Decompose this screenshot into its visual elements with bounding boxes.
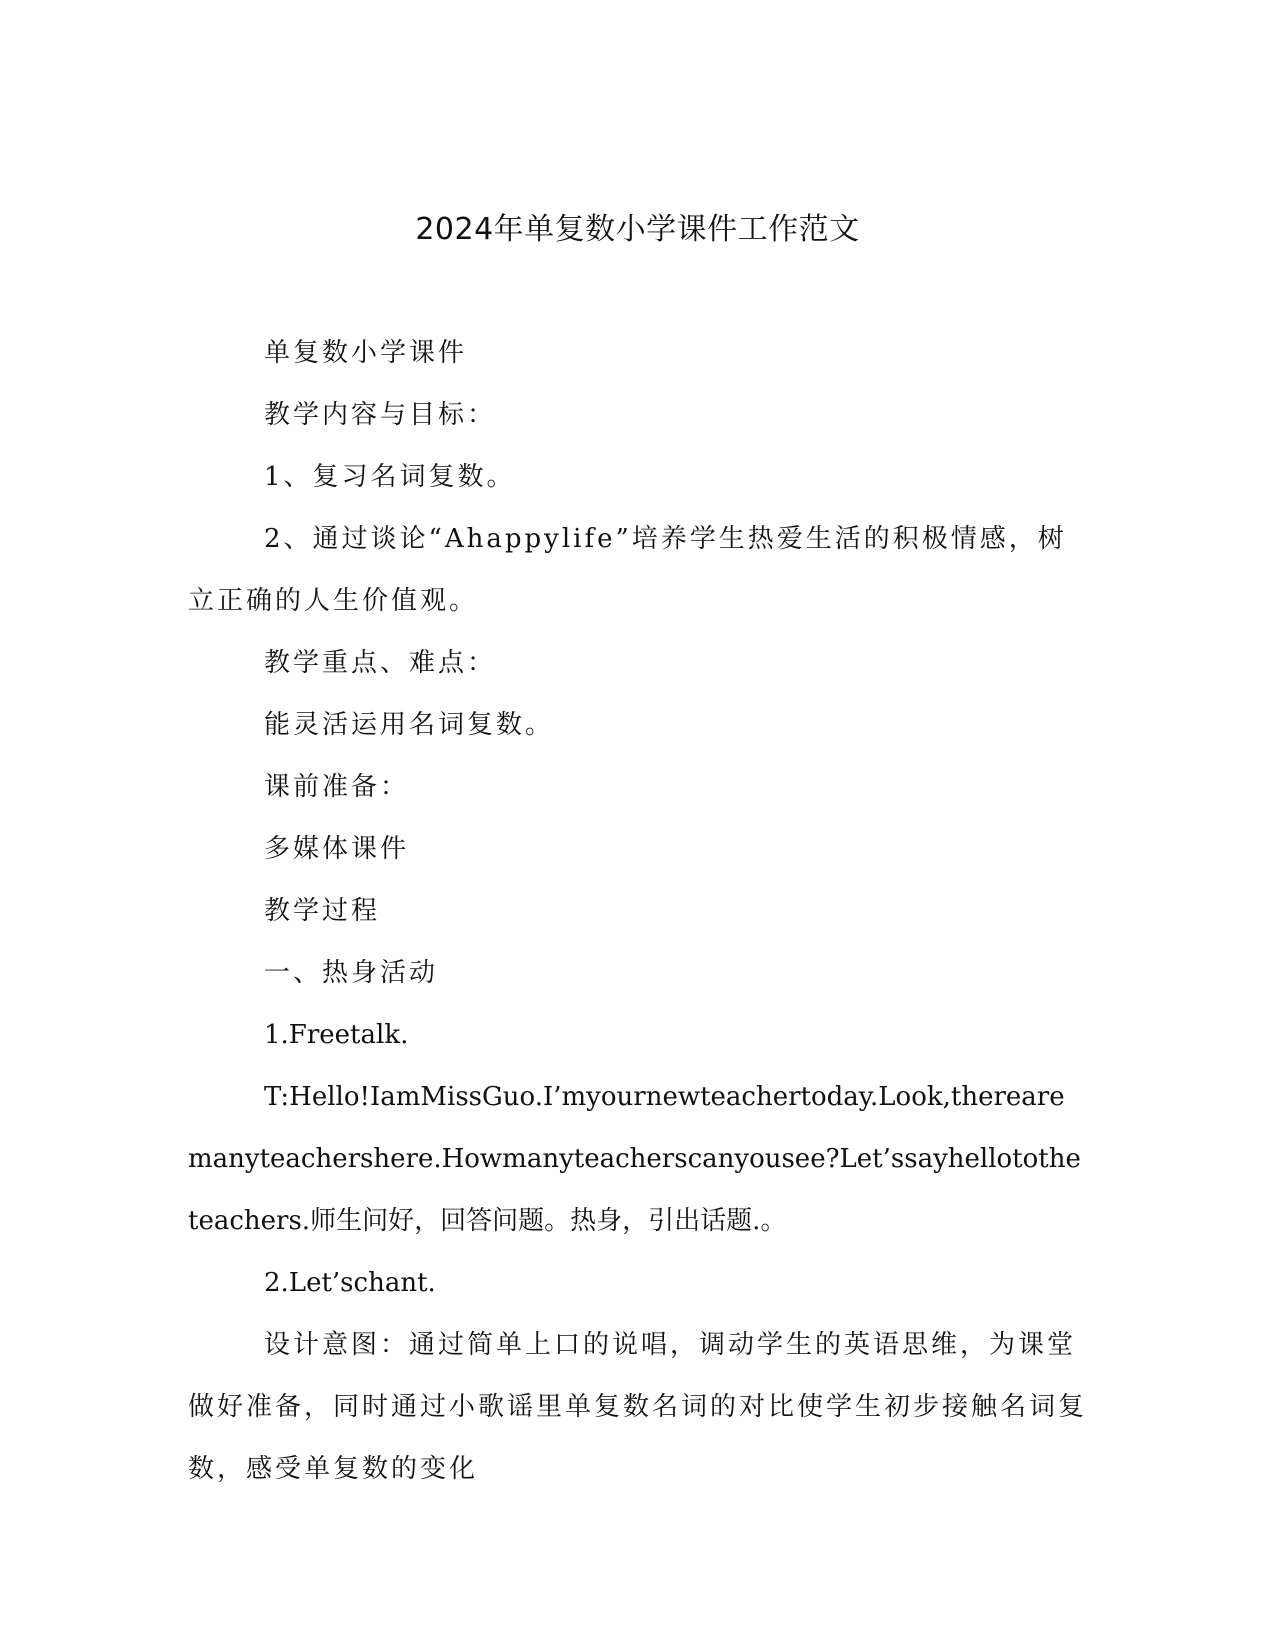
paragraph-preparation: 多媒体课件 (264, 834, 410, 864)
paragraph-key-points-heading: 教学重点、难点： (264, 648, 497, 678)
paragraph-key-point: 能灵活运用名词复数。 (264, 710, 555, 740)
document-title: 2024年单复数小学课件工作范文 (415, 212, 860, 247)
paragraph-goal-2: 2、通过谈论“Ahappylife”培养学生热爱生活的积极情感，树立正确的人生价值观。 (188, 524, 1067, 616)
paragraph-goal-1: 1、复习名词复数。 (264, 462, 516, 492)
paragraph-content-goals-heading: 教学内容与目标： (264, 400, 497, 430)
paragraph-courseware-heading: 单复数小学课件 (264, 338, 468, 368)
paragraph-process-heading: 教学过程 (264, 896, 381, 926)
document-body (188, 322, 1088, 1500)
paragraph-chant: 2.Let’schant. (264, 1268, 436, 1298)
paragraph-warmup-heading: 一、热身活动 (264, 958, 439, 988)
paragraph-preparation-heading: 课前准备： (264, 772, 410, 802)
paragraph-design-intent: 设计意图：通过简单上口的说唱，调动学生的英语思维，为课堂做好准备，同时通过小歌谣里单复数名词的对比使学生初步接触名词复数，感受单复数的变化 (188, 1330, 1088, 1484)
paragraph-freetalk: 1.Freetalk. (264, 1020, 409, 1050)
paragraph-teacher-dialogue: T:Hello!IamMissGuo.I’myournewteachertoday.Look,therearemanyteachershere.Howmanyteacherscanyousee?Let’ssayhellototheteachers.师生问好，回答问题。热身，引出话题.。 (188, 1082, 1081, 1236)
